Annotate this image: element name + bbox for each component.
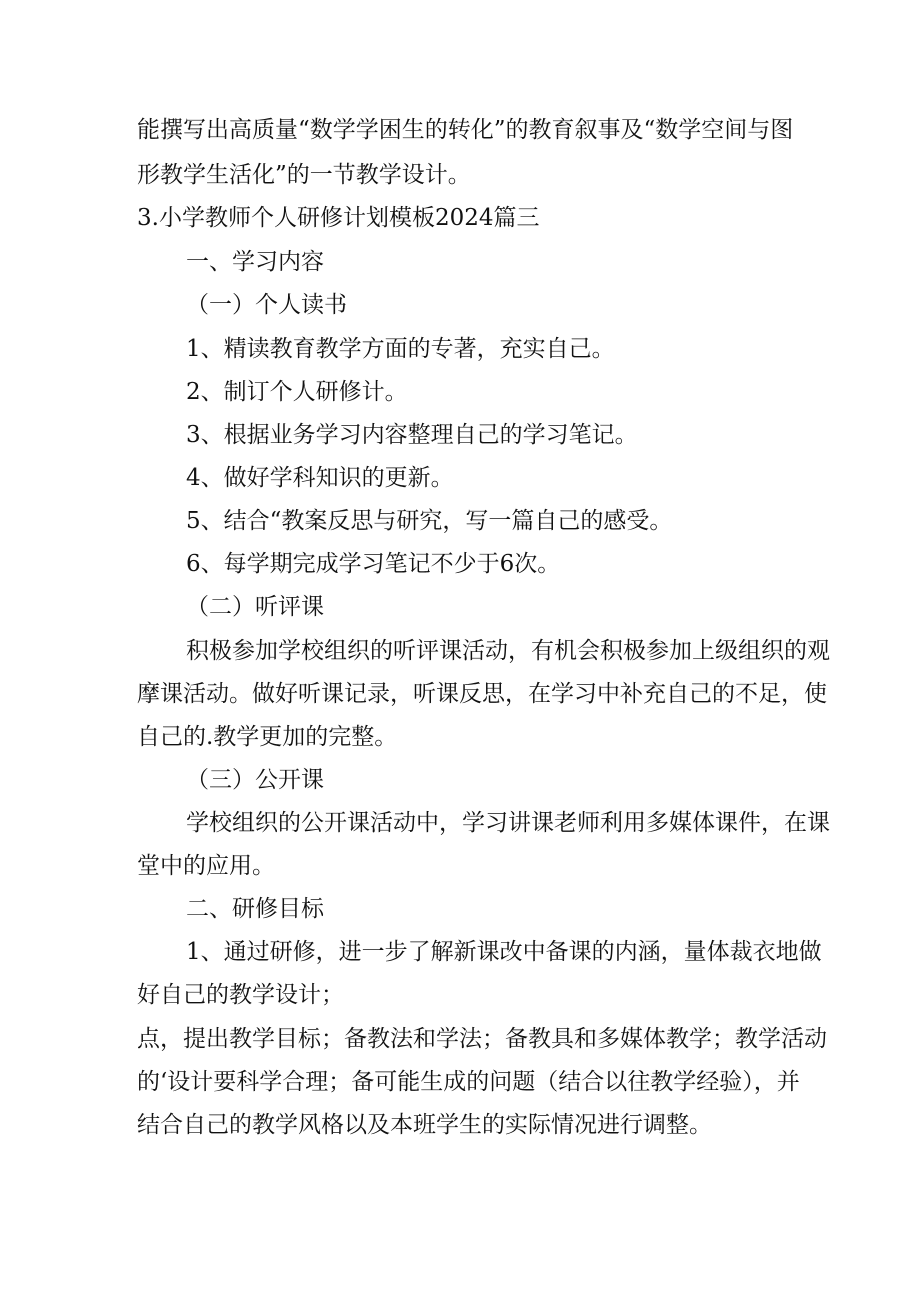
heading-level-2: （一）个人读书 [186, 292, 347, 318]
list-item: 3、根据业务学习内容整理自己的学习笔记。 [186, 422, 638, 448]
list-item: 2、制订个人研修计。 [186, 379, 408, 405]
paragraph-line: 学校组织的公开课活动中，学习讲课老师利用多媒体课件，在课 [186, 810, 830, 836]
section-title: 3.小学教师个人研修计划模板2024篇三 [137, 205, 540, 231]
list-item: 1、精读教育教学方面的专著，充实自己。 [186, 336, 615, 362]
heading-level-2: （三）公开课 [186, 767, 324, 793]
heading-level-1: 一、学习内容 [186, 249, 324, 275]
paragraph-line: 点，提出教学目标；备教法和学法；备教具和多媒体教学；教学活动 [137, 1026, 827, 1052]
list-item: 4、做好学科知识的更新。 [186, 465, 454, 491]
paragraph-line: 好自己的教学设计； [137, 982, 344, 1008]
paragraph-line: 1、通过研修，进一步了解新课改中备课的内涵，量体裁衣地做 [186, 939, 822, 965]
heading-level-2: （二）听评课 [186, 594, 324, 620]
list-item: 5、结合“教案反思与研究，写一篇自己的感受。 [186, 508, 673, 534]
list-item: 6、每学期完成学习笔记不少于6次。 [186, 551, 561, 577]
paragraph-line: 结合自己的教学风格以及本班学生的实际情况进行调整。 [137, 1112, 712, 1138]
paragraph-line: 能撰写出高质量“数学学困生的转化”的教育叙事及“数学空间与图 [137, 117, 794, 143]
paragraph-line: 形教学生活化”的一节教学设计。 [137, 162, 471, 188]
paragraph-line: 摩课活动。做好听课记录，听课反思，在学习中补充自己的不足，使 [137, 681, 827, 707]
heading-level-1: 二、研修目标 [186, 896, 324, 922]
paragraph-line: 堂中的应用。 [137, 853, 275, 879]
paragraph-line: 积极参加学校组织的听评课活动，有机会积极参加上级组织的观 [186, 638, 830, 664]
paragraph-line: 的‘设计要科学合理；备可能生成的问题（结合以往教学经验），并 [137, 1069, 800, 1095]
paragraph-line: 自己的.教学更加的完整。 [137, 724, 398, 750]
